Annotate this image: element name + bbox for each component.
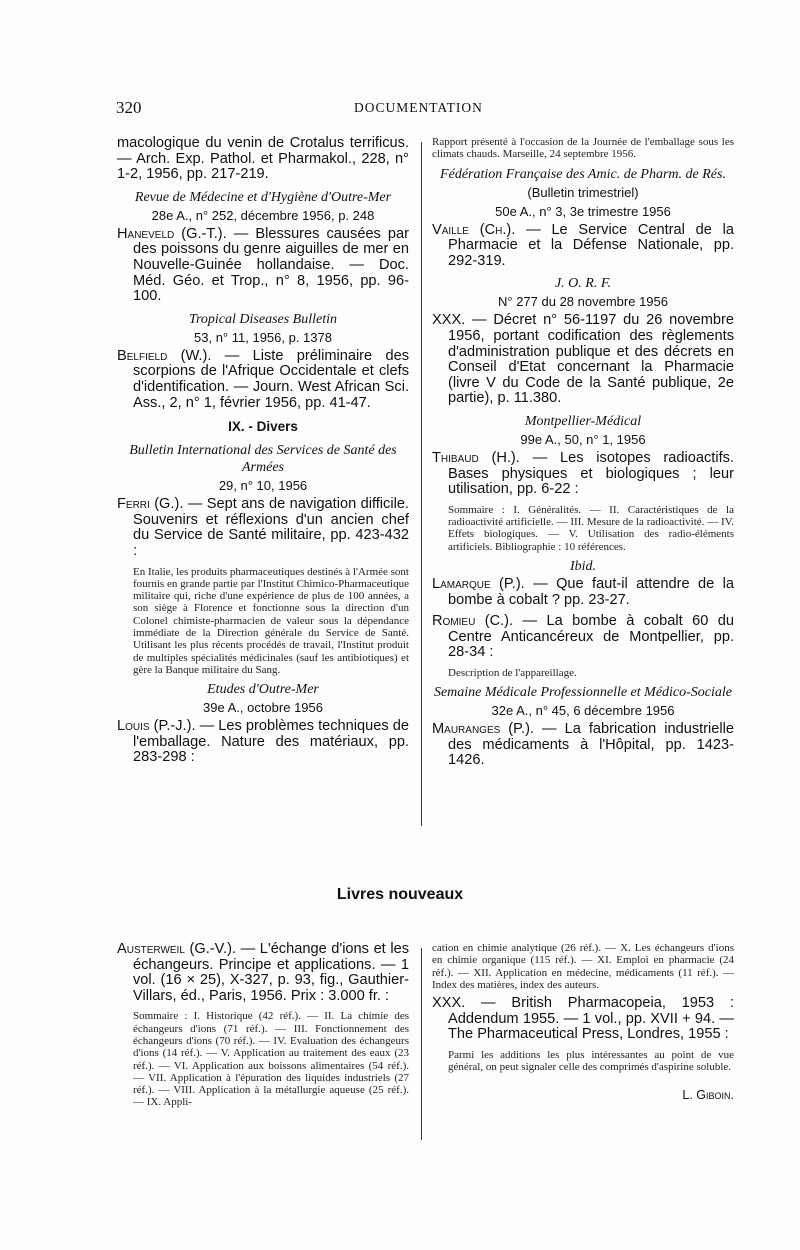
entry-summary: Sommaire : I. Généralités. — II. Caractéristiques de la radioactivité artificielle. — III. Mesure de la radioactivité. — IV. Effets biologiques. — V. Utilisation des radio-éléments artificiels. Bibliographie : 10 références. [448, 503, 734, 553]
journal-title: J. O. R. F. [554, 276, 612, 292]
bibliography-entry [117, 497, 409, 559]
entry-author: Louis (P.-J.). [117, 718, 196, 735]
continued-summary: Rapport présenté à l'occasion de la Journée de l'emballage sous les climats chauds. Marseille, 24 septembre 1956. [432, 136, 734, 161]
entry-author: Romieu (C.). [432, 613, 514, 630]
entry-summary: Description de l'appareillage. [448, 666, 577, 679]
bibliography-entry [117, 719, 409, 766]
bibliography-entry [117, 227, 409, 305]
entry-author: Belfield (W.). [117, 347, 212, 364]
journal-issue: 99e A., 50, n° 1, 1956 [520, 431, 646, 447]
bibliography-entry [432, 722, 734, 769]
bibliography-entry [117, 349, 409, 411]
journal-title: Ibid. [569, 558, 597, 574]
entry-author: Ferri (G.). [117, 496, 184, 513]
journal-issue: 50e A., n° 3, 3e trimestre 1956 [495, 203, 671, 219]
entry-author: Mauranges (P.). [432, 721, 534, 738]
journal-issue: 32e A., n° 45, 6 décembre 1956 [491, 703, 675, 719]
column-divider [421, 142, 422, 826]
entry-text: — La bombe à cobalt 60 du Centre Anticancéreux de Montpellier, pp. 28-34 : [448, 613, 734, 661]
entry-text: — Que faut-il attendre de la bombe à cobalt ? pp. 23-27. [448, 575, 734, 608]
books-column-divider [421, 948, 422, 1140]
journal-title: Revue de Médecine et d'Hygiène d'Outre-Mer [134, 189, 392, 205]
journal-title: Bulletin International des Services de Santé des Armées [129, 443, 397, 476]
page-header [0, 98, 800, 118]
book-summary: Sommaire : I. Historique (42 réf.). — II. La chimie des échangeurs d'ions (71 réf.). — III. Fonctionnement des échangeurs d'ions (70 réf.). — IV. Evaluation des échangeurs d'ions (14 réf.). — V. Application au traitement des eaux (23 réf.). — VI. Application aux boissons alimentaires (54 réf.). — VII. Application à l'épuration des liquides industriels (27 réf.). — VIII. Application à la métallurgie aqueuse (25 réf.). — IX. Appli- [133, 1010, 409, 1109]
page-number: 320 [116, 98, 142, 117]
journal-subtitle: (Bulletin trimestriel) [527, 184, 639, 200]
book-text: — L'échange d'ions et les échangeurs. Principe et applications. — 1 vol. (16 × 25), X-327, p. 93, fig., Gauthier-Villars, éd., Paris, 1956. Prix : 3.000 fr. : [133, 941, 409, 1004]
book-entry [117, 942, 409, 1004]
right-column [432, 136, 734, 775]
journal-title: Tropical Diseases Bulletin [188, 311, 338, 327]
journal-issue: 53, n° 11, 1956, p. 1378 [194, 329, 332, 345]
bibliography-entry [432, 577, 734, 608]
book-summary: Parmi les additions les plus intéressantes au point de vue général, on peut signaler celle des comprimés d'aspirine soluble. [448, 1048, 734, 1074]
signature: L. Giboin. [682, 1087, 734, 1102]
journal-issue: N° 277 du 28 novembre 1956 [498, 294, 668, 310]
entry-text: — Liste préliminaire des scorpions de l'Afrique Occidentale et clefs d'identification. — Journ. West African Sci. Ass., 2, n° 1, février 1956, pp. 41-47. [133, 347, 409, 411]
entry-author: Vaille (Ch.). [432, 221, 516, 238]
entry-text: — Les isotopes radioactifs. Bases physiques et biologiques ; leur utilisation, pp. 6-22 : [448, 449, 734, 498]
journal-issue: 29, n° 10, 1956 [218, 478, 308, 494]
journal-title: Fédération Française des Amic. de Pharm. de Rés. [440, 166, 726, 182]
book-entry: XXX. — British Pharmacopeia, 1953 : Addendum 1955. — 1 vol., pp. XVII + 94. — The Pharmaceutical Press, Londres, 1955 : [432, 995, 734, 1043]
entry-text: — Les problèmes techniques de l'emballage. Nature des matériaux, pp. 283-298 : [133, 718, 409, 766]
entry-text: — Sept ans de navigation difficile. Souvenirs et réflexions d'un ancien chef du Service de Santé militaire, pp. 423-432 : [133, 496, 409, 559]
section-heading: IX. - Divers [228, 419, 298, 435]
book-author: Austerweil (G.-V.). [117, 941, 236, 957]
book-summary-continued: cation en chimie analytique (26 réf.). — X. Les échangeurs d'ions en chimie organique (115 réf.). — XI. Emploi en pharmacie (24 réf.). — XII. Application en médecine, médicaments (11 réf.). — Index des matières, index des auteurs. [432, 942, 734, 991]
bibliography-entry: XXX. — Décret n° 56-1197 du 26 novembre 1956, portant codification des règlements d'administration publique et des décrets en Conseil d'Etat concernant la Pharmacie (livre V du Code de la Santé publique, 2e partie), p. 11.380. [432, 312, 734, 407]
entry-author: Haneveld (G.-T.). [117, 225, 227, 242]
continued-entry: macologique du venin de Crotalus terrificus. — Arch. Exp. Pathol. et Pharmakol., 228, n° 1-2, 1956, pp. 217-219. [117, 135, 409, 183]
entry-summary: En Italie, les produits pharmaceutiques destinés à l'Armée sont fournis en grande partie par l'Institut Chimico-Pharmaceutique militaire qui, riche d'une expérience de plus de 100 années, a son siège à Florence et fonctionne sous la direction d'un Colonel chimiste-pharmacien de valeur sous la dépendance immédiate de la Direction générale du Service de Santé. Utilisant les plus récents procédés de travail, l'Institut produit de multiples spécialités médicinales (sauf les antibiotiques) et gère la Banque militaire du Sang. [133, 565, 409, 676]
bibliography-entry [432, 614, 734, 661]
journal-title: Etudes d'Outre-Mer [207, 682, 319, 698]
journal-title: Montpellier-Médical [524, 413, 642, 429]
books-left-column [117, 942, 409, 1114]
entry-text: — La fabrication industrielle des médicaments à l'Hôpital, pp. 1423-1426. [448, 721, 734, 769]
left-column [117, 136, 409, 772]
books-right-column [432, 942, 734, 1102]
books-section-heading: Livres nouveaux [336, 886, 464, 903]
journal-title: Semaine Médicale Professionnelle et Médico-Sociale [433, 685, 733, 701]
entry-author: Lamarque (P.). [432, 575, 525, 592]
entry-author: Thibaud (H.). [432, 449, 520, 466]
journal-issue: 28e A., n° 252, décembre 1956, p. 248 [151, 207, 375, 223]
entry-text: — Blessures causées par des poissons du genre aiguilles de mer en Nouvelle-Guinée hollandaise. — Doc. Méd. Géo. et Trop., n° 8, 1956, pp. 96-100. [133, 225, 409, 305]
running-head: DOCUMENTATION [354, 100, 483, 115]
journal-issue: 39e A., octobre 1956 [203, 700, 323, 716]
bibliography-entry [432, 451, 734, 498]
entry-text: — Le Service Central de la Pharmacie et la Défense Nationale, pp. 292-319. [448, 221, 734, 269]
bibliography-entry [432, 223, 734, 270]
